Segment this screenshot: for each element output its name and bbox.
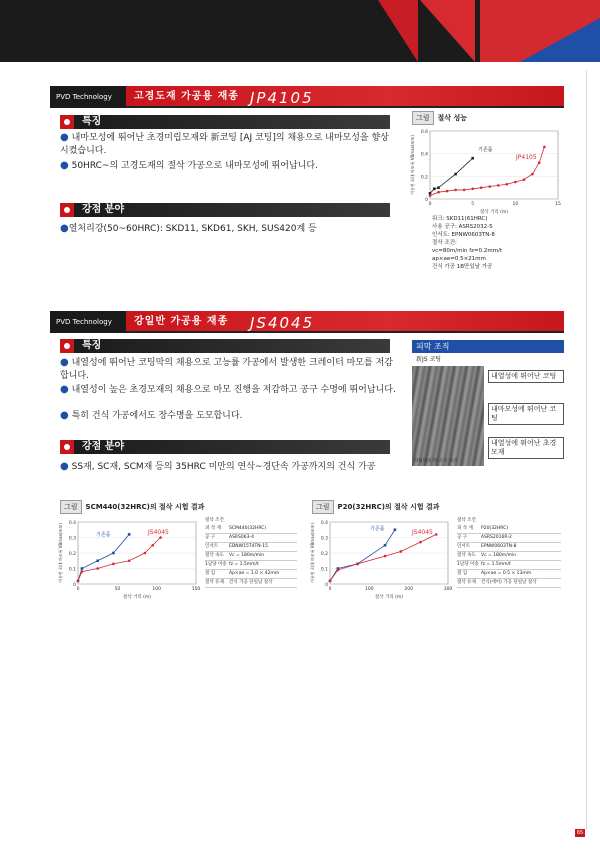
feature-text: 내마모성에 뛰어난 초경미립모재와 新코팅 [AJ 코팅]의 채용으로 내마모성을 향상시켰습니다.: [60, 133, 389, 156]
data-point: [435, 533, 438, 536]
coating-micrograph: [412, 366, 484, 466]
cond-key: 인서트: [205, 544, 219, 549]
chart-title: SCM440(32HRC)의 절삭 시험 결과: [85, 503, 205, 511]
note-line: 사용 공구: ASRS2032-5: [432, 224, 493, 230]
strong-item: [60, 222, 395, 236]
data-point: [144, 552, 147, 555]
strong-title-text: 강점 분야: [82, 441, 125, 452]
cond-value: EPNW0603TN-8: [481, 544, 517, 549]
y-axis-label: 여유면 최대 마모폭 VBmax(mm): [410, 135, 415, 195]
wear-chart-jp4105: [408, 125, 564, 215]
data-point: [337, 569, 340, 572]
chart-title: P20(32HRC)의 절삭 시험 결과: [337, 503, 440, 511]
grade-code: JS4045: [250, 314, 315, 332]
data-point: [454, 173, 457, 176]
y-axis-label: 여유면 최대 마모폭 VBmax(mm): [310, 523, 315, 583]
top-banner: [0, 0, 600, 62]
wear-chart-scm440: [56, 516, 202, 600]
strong-text: 열처리강(50~60HRC): SKD11, SKD61, SKH, SUS420계 등: [68, 224, 317, 234]
feature-item: [60, 383, 400, 397]
data-point: [128, 559, 131, 562]
legend-label: JS4045: [412, 529, 433, 536]
feature-text: 내열성에 뛰어난 코팅막의 채용으로 고능률 가공에서 발생한 크레이터 마모를 저감합니다.: [60, 358, 393, 381]
x-tick-label: 50: [114, 587, 121, 592]
y-tick-label: 0.2: [420, 175, 428, 181]
chart-label: [312, 500, 440, 512]
cutting-conditions-2: [457, 517, 561, 588]
cond-value: P20(32HRC): [481, 526, 509, 531]
y-tick-label: 0.1: [320, 567, 328, 573]
x-tick-label: 15: [555, 202, 561, 207]
section-title: 강일반 가공용 재종: [134, 316, 229, 327]
figure-tag: 그림: [60, 500, 82, 514]
data-point: [454, 189, 457, 192]
cond-value: fz = 1.5mm/t: [229, 562, 259, 567]
cond-value: ASRS2016R-2: [481, 535, 512, 540]
cond-key: 절삭 유제: [457, 580, 476, 585]
cond-key: 1날당 이송: [457, 562, 479, 567]
data-point: [463, 189, 466, 192]
data-point: [329, 580, 332, 583]
feature-item: [60, 409, 400, 423]
note-line: 절삭 조건:: [432, 240, 457, 246]
data-point: [429, 192, 432, 195]
chart-title: 절삭 성능: [437, 114, 468, 122]
coating-title: 피막 조직: [412, 340, 564, 353]
dot-icon: ●: [60, 384, 69, 395]
x-tick-label: 5: [471, 202, 475, 207]
data-point: [488, 185, 491, 188]
x-tick-label: 10: [512, 202, 519, 207]
section-title: 고경도재 가공용 재종: [134, 91, 239, 102]
banner-stripe: [378, 0, 418, 62]
legend-label: JS4045: [148, 529, 169, 536]
y-tick-label: 0.6: [420, 130, 428, 135]
dot-icon: ●: [60, 160, 69, 171]
data-point: [433, 188, 436, 191]
features-title-text: 특징: [82, 116, 102, 127]
y-tick-label: 0: [325, 583, 328, 588]
chart-label: [412, 111, 467, 123]
data-point: [497, 184, 500, 187]
data-point: [112, 563, 115, 566]
feature-item: [60, 356, 400, 383]
legend-label: 기존품: [370, 526, 385, 532]
cond-row: [457, 561, 561, 570]
note-line: 인서트: EPNW0603TN-8: [432, 232, 495, 238]
data-point: [419, 541, 422, 544]
y-tick-label: 0.4: [420, 152, 428, 158]
strong-text: SS재, SC재, SCM재 등의 35HRC 미만의 연삭~경단속 가공까지의 건식 가공: [71, 462, 376, 472]
data-point: [159, 536, 162, 539]
banner-stripe: [520, 18, 600, 62]
cond-key: 절삭 속도: [457, 553, 476, 558]
legend-label: 기존품: [478, 147, 493, 153]
cond-title: 절삭 조건: [457, 518, 476, 523]
x-axis-label: 절삭 거리 (m): [374, 595, 404, 600]
note-line: 건식 가공 1B만일날 가공: [432, 264, 493, 270]
cond-key: 절삭 유제: [205, 580, 224, 585]
grade-code: JP4105: [250, 89, 314, 107]
cond-key: 절 입: [205, 571, 216, 576]
y-tick-label: 0: [73, 583, 76, 588]
page-edge-line: [586, 70, 587, 830]
callout-label: 내마모성에 뛰어난 코팅: [488, 403, 564, 425]
cond-value: fz = 1.5mm/t: [481, 562, 511, 567]
pvd-label: PVD Technology: [50, 311, 126, 333]
x-axis-label: 절삭 거리 (m): [479, 210, 509, 215]
figure-tag: 그림: [412, 111, 434, 125]
bullet-icon: [60, 115, 74, 129]
legend-label: JP4105: [516, 154, 537, 161]
cond-row: [457, 579, 561, 588]
data-point: [429, 194, 432, 197]
x-tick-label: 0: [328, 587, 332, 592]
feature-text: 특히 건식 가공에서도 장수명을 도모합니다.: [71, 411, 243, 421]
cond-value: EDNW15T4TN-15: [229, 544, 268, 549]
callout-label: 내열성에 뛰어난 초경모재: [488, 437, 564, 459]
x-axis-label: 절삭 거리 (m): [122, 595, 152, 600]
cond-row: [457, 534, 561, 543]
bullet-icon: [60, 339, 74, 353]
x-tick-label: 100: [152, 587, 161, 592]
test-notes: [432, 215, 562, 271]
cond-value: 건식 가공 단일날 절삭: [229, 580, 273, 585]
cond-value: 건식(에어) 가공 단일날 절삭: [481, 580, 537, 585]
cond-row: [457, 570, 561, 579]
dot-icon: ●: [60, 132, 69, 143]
cond-key: 피 삭 재: [457, 526, 473, 531]
y-tick-label: 0.1: [68, 567, 76, 573]
cond-row: [205, 543, 297, 552]
strong-title: [60, 203, 390, 217]
feature-item: [60, 159, 395, 173]
data-point: [384, 544, 387, 547]
data-point: [151, 544, 154, 547]
features-title: [60, 115, 390, 129]
data-point: [506, 183, 509, 186]
wear-chart-p20: [308, 516, 454, 600]
cond-row: [205, 552, 297, 561]
bullet-icon: [60, 440, 74, 454]
callout-label: 내열성에 뛰어난 코팅: [488, 370, 564, 383]
cond-key: 공 구: [457, 535, 468, 540]
cond-value: Ap×ae = 1.0 × 42mm: [229, 571, 280, 576]
note-line: 워크: SKD11(61HRC): [432, 216, 488, 222]
features-title-text: 특징: [82, 340, 102, 351]
cond-row: [457, 525, 561, 534]
data-point: [96, 559, 99, 562]
strong-title-text: 강점 분야: [82, 204, 125, 215]
plot-area: [430, 131, 558, 199]
coating-sub: 新JS 코팅: [416, 356, 442, 363]
cond-key: 절 입: [457, 571, 468, 576]
feature-text: 내열성이 높은 초경모재의 채용으로 마모 진행을 저감하고 공구 수명에 뛰어납니다.: [71, 385, 396, 395]
banner-stripe: [420, 0, 475, 62]
feature-item: [60, 131, 395, 158]
data-point: [128, 533, 131, 536]
cutting-conditions-1: [205, 517, 297, 588]
x-tick-label: 150: [191, 587, 201, 592]
bullet-icon: [60, 203, 74, 217]
data-point: [446, 190, 449, 193]
note-line: ap×ae=0.5×21mm: [432, 256, 486, 262]
data-point: [81, 570, 84, 573]
cond-value: SCM440(32HRC): [229, 526, 267, 531]
section2-header: [50, 311, 564, 333]
y-tick-label: 0.2: [68, 552, 76, 557]
data-point: [77, 580, 80, 583]
data-point: [514, 181, 517, 184]
coating-caption: 코팅막의 막 조직 사진: [414, 459, 458, 464]
cond-value: Vc = 180m/min: [481, 553, 517, 558]
cond-key: 인서트: [457, 544, 471, 549]
data-point: [543, 146, 546, 149]
cond-value: Vc = 180m/min: [229, 553, 265, 558]
cond-title: 절삭 조건: [205, 518, 224, 523]
cond-row: [205, 570, 297, 579]
x-tick-label: 0: [428, 202, 432, 207]
data-point: [400, 550, 403, 553]
strong-item: [60, 460, 400, 474]
chart-label: [60, 500, 204, 512]
data-point: [437, 191, 440, 194]
data-point: [394, 528, 397, 531]
dot-icon: ●: [60, 410, 69, 421]
cond-row: [205, 579, 297, 588]
data-point: [531, 173, 534, 176]
data-point: [81, 567, 84, 570]
cond-key: 공 구: [205, 535, 216, 540]
data-point: [523, 178, 526, 181]
dot-icon: ●: [60, 357, 69, 368]
note-line: vc=80m/min fz=0.2mm/t: [432, 248, 503, 254]
cond-row: [205, 534, 297, 543]
data-point: [112, 552, 115, 555]
cond-row: [205, 561, 297, 570]
cond-key: 피 삭 재: [205, 526, 221, 531]
y-axis-label: 여유면 최대 마모폭 VBmax(mm): [58, 523, 63, 583]
data-point: [96, 567, 99, 570]
data-point: [480, 186, 483, 189]
page-number: 65: [576, 830, 584, 836]
y-tick-label: 0: [425, 198, 428, 203]
data-point: [538, 161, 541, 164]
legend-label: 기존품: [96, 532, 111, 538]
y-tick-label: 0.4: [68, 521, 76, 526]
y-tick-label: 0.3: [68, 536, 76, 542]
y-tick-label: 0.2: [320, 552, 328, 557]
dot-icon: ●: [60, 461, 69, 472]
x-tick-label: 300: [443, 587, 453, 592]
figure-tag: 그림: [312, 500, 334, 514]
features-title: [60, 339, 390, 353]
cond-row: [205, 525, 297, 534]
section1-header: [50, 86, 564, 108]
cond-key: 절삭 속도: [205, 553, 224, 558]
dot-icon: ●: [60, 223, 69, 234]
cond-value: ASRS063-4: [229, 535, 254, 540]
cond-value: Ap×ae = 0.5 × 13mm: [481, 571, 532, 576]
data-point: [356, 563, 359, 566]
data-point: [437, 186, 440, 189]
cond-key: 1날당 이송: [205, 562, 227, 567]
cond-row: [457, 543, 561, 552]
y-tick-label: 0.3: [320, 536, 328, 542]
data-point: [471, 188, 474, 191]
cond-row: [457, 552, 561, 561]
pvd-label: PVD Technology: [50, 86, 126, 108]
strong-title: [60, 440, 390, 454]
feature-text: 50HRC~의 고경도재의 절삭 가공으로 내마모성에 뛰어납니다.: [71, 161, 318, 171]
x-tick-label: 100: [365, 587, 374, 592]
data-point: [384, 555, 387, 558]
y-tick-label: 0.4: [320, 521, 328, 526]
x-tick-label: 200: [404, 587, 413, 592]
data-point: [471, 157, 474, 160]
x-tick-label: 0: [76, 587, 80, 592]
